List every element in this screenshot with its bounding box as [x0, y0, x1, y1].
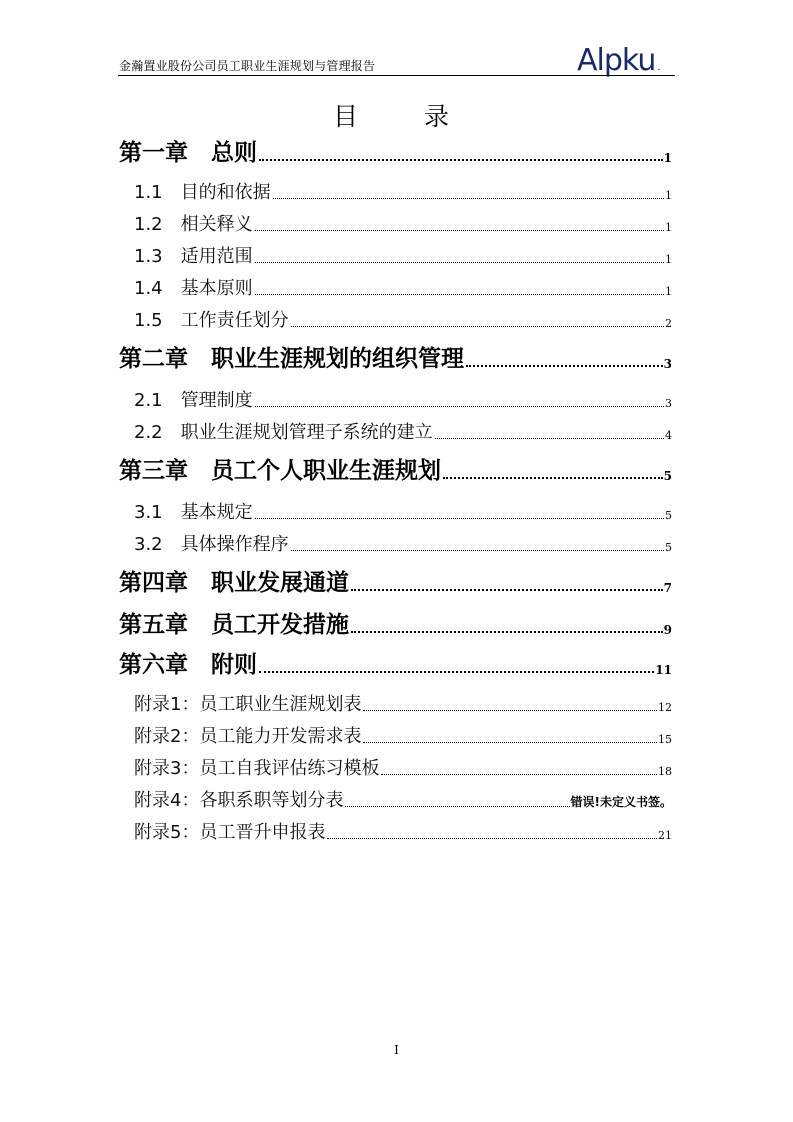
toc-entry-page: 1	[665, 221, 672, 234]
toc-entry-page: 11	[655, 663, 672, 677]
toc-entry-label: 第一章 总则	[119, 140, 257, 166]
toc-entry-page: 21	[658, 829, 672, 842]
logo-text: Alpku	[577, 43, 656, 78]
toc-entry-page: 5	[665, 541, 672, 554]
dot-leader	[255, 230, 664, 231]
dot-leader	[351, 589, 663, 591]
dot-leader	[255, 518, 664, 519]
toc-entry-label: 附录4：各职系职等划分表	[134, 790, 344, 811]
toc-entry-page: 5	[663, 469, 672, 483]
toc-entry-section-2-2[interactable]	[134, 420, 672, 444]
toc-entry-appendix-3[interactable]	[134, 756, 672, 780]
toc-entry-label: 附录5：员工晋升申报表	[134, 822, 326, 843]
toc-entry-page: 3	[663, 357, 672, 371]
header-title: 金瀚置业股份公司员工职业生涯规划与管理报告	[119, 59, 376, 73]
toc-entry-section-1-5[interactable]	[134, 308, 672, 332]
dot-leader	[273, 198, 664, 199]
toc-entry-label: 2.2 职业生涯规划管理子系统的建立	[134, 422, 433, 443]
dot-leader	[259, 159, 663, 161]
toc-entry-page: 7	[663, 581, 672, 595]
toc-entry-page: 1	[665, 189, 672, 202]
dot-leader	[255, 262, 664, 263]
dot-leader	[255, 294, 664, 295]
toc-entry-label: 第二章 职业生涯规划的组织管理	[119, 346, 464, 372]
toc-entry-section-2-1[interactable]	[134, 388, 672, 412]
toc-entry-chapter-6[interactable]	[119, 651, 672, 679]
toc-entry-page: 12	[658, 701, 672, 714]
dot-leader	[466, 365, 663, 367]
toc-entry-appendix-2[interactable]	[134, 724, 672, 748]
toc-entry-chapter-5[interactable]	[119, 611, 672, 639]
toc-entry-page: 2	[665, 317, 672, 330]
toc-entry-label: 第三章 员工个人职业生涯规划	[119, 458, 441, 484]
toc-entry-label: 附录2：员工能力开发需求表	[134, 726, 362, 747]
dot-leader	[259, 671, 654, 673]
toc-entry-label: 附录1：员工职业生涯规划表	[134, 694, 362, 715]
toc-entry-label: 附录3：员工自我评估练习模板	[134, 758, 380, 779]
toc-entry-page: 1	[665, 253, 672, 266]
toc-entry-label: 1.1 目的和依据	[134, 182, 271, 203]
toc-entry-chapter-4[interactable]	[119, 569, 672, 597]
toc-entry-section-3-1[interactable]	[134, 500, 672, 524]
dot-leader	[435, 438, 664, 439]
toc-entry-label: 1.2 相关释义	[134, 214, 253, 235]
toc-entry-section-1-3[interactable]	[134, 244, 672, 268]
dot-leader	[291, 550, 664, 551]
toc-entry-appendix-1[interactable]	[134, 692, 672, 716]
toc-entry-appendix-5[interactable]	[134, 820, 672, 844]
toc-entry-appendix-4[interactable]	[134, 788, 672, 812]
dot-leader	[327, 838, 657, 839]
toc-entry-label: 1.5 工作责任划分	[134, 310, 289, 331]
dot-leader	[345, 806, 569, 807]
company-logo: Alpku .	[577, 43, 660, 78]
dot-leader	[255, 406, 664, 407]
bookmark-error-text: 错误!未定义书签。	[570, 795, 672, 809]
toc-entry-page: 9	[663, 623, 672, 637]
toc-entry-chapter-2[interactable]	[119, 345, 672, 373]
toc-entry-page: 15	[658, 733, 672, 746]
toc-entry-page: 1	[665, 285, 672, 298]
toc-entry-page: 1	[663, 151, 672, 165]
page-number: I	[394, 1043, 399, 1057]
toc-title: 目录	[332, 102, 515, 131]
header-divider	[118, 75, 675, 76]
dot-leader	[351, 631, 663, 633]
toc-entry-label: 第五章 员工开发措施	[119, 612, 349, 638]
toc-entry-label: 第四章 职业发展通道	[119, 570, 349, 596]
toc-entry-page: 3	[665, 397, 672, 410]
dot-leader	[363, 742, 657, 743]
toc-entry-label: 2.1 管理制度	[134, 390, 253, 411]
toc-entry-chapter-1[interactable]	[119, 139, 672, 167]
toc-entry-page: 4	[665, 429, 672, 442]
toc-entry-page: 5	[665, 509, 672, 522]
toc-entry-section-3-2[interactable]	[134, 532, 672, 556]
toc-entry-section-1-4[interactable]	[134, 276, 672, 300]
toc-entry-label: 1.3 适用范围	[134, 246, 253, 267]
dot-leader	[363, 710, 657, 711]
toc-entry-chapter-3[interactable]	[119, 457, 672, 485]
toc-entry-label: 第六章 附则	[119, 652, 257, 678]
toc-entry-label: 1.4 基本原则	[134, 278, 253, 299]
dot-leader	[443, 477, 663, 479]
dot-leader	[381, 774, 657, 775]
toc-entry-label: 3.1 基本规定	[134, 502, 253, 523]
dot-leader	[291, 326, 664, 327]
toc-entry-section-1-2[interactable]	[134, 212, 672, 236]
toc-entry-page: 18	[658, 765, 672, 778]
toc-entry-label: 3.2 具体操作程序	[134, 534, 289, 555]
toc-entry-section-1-1[interactable]	[134, 180, 672, 204]
